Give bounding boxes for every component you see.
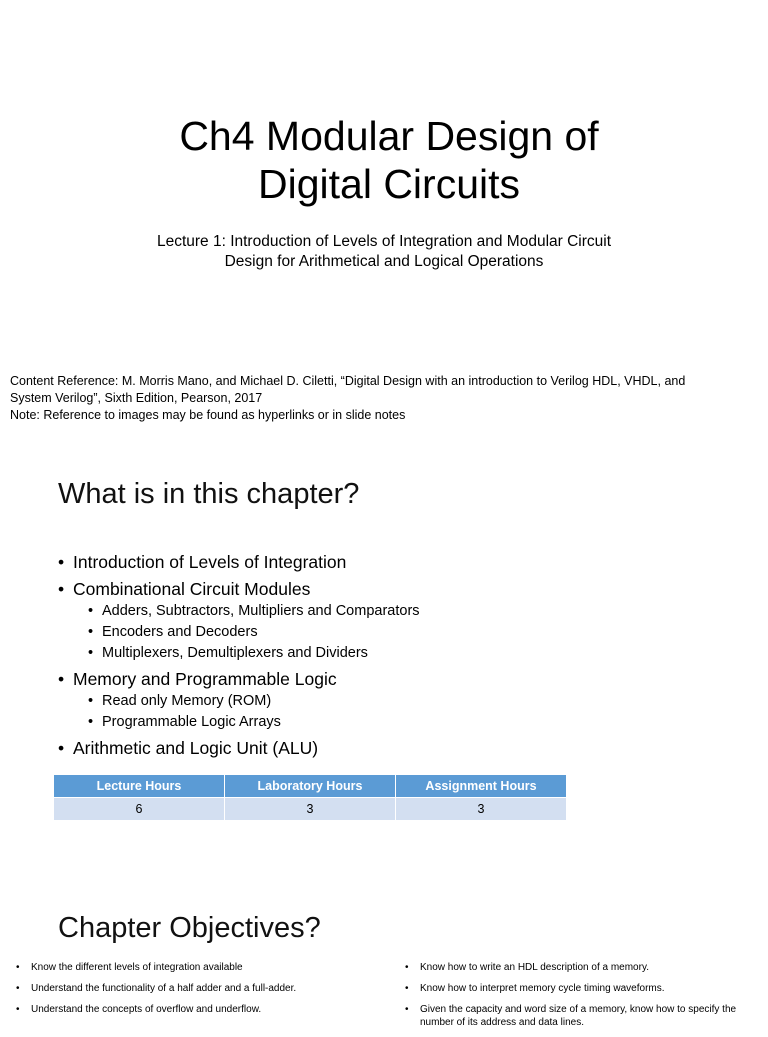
sub-list-item: • Read only Memory (ROM) xyxy=(58,691,420,712)
list-item: • Memory and Programmable Logic xyxy=(58,667,420,691)
slide-title: What is in this chapter? xyxy=(58,478,360,510)
list-item: • Given the capacity and word size of a memory, know how to specify the number of its address and data lines. xyxy=(405,1003,755,1029)
table-header-cell: Laboratory Hours xyxy=(225,775,396,798)
table-header-cell: Assignment Hours xyxy=(396,775,567,798)
list-item: • Understand the concepts of overflow and underflow. xyxy=(16,1003,376,1016)
content-reference xyxy=(10,373,750,424)
subtitle-line-1: Lecture 1: Introduction of Levels of Integration and Modular Circuit xyxy=(156,233,612,250)
table-header-cell: Lecture Hours xyxy=(54,775,225,798)
chapter-contents-slide xyxy=(0,440,768,880)
slide-title: Chapter Objectives? xyxy=(58,912,321,944)
objectives-slide xyxy=(0,890,768,1028)
list-item: • Understand the functionality of a half adder and a full-adder. xyxy=(16,982,376,995)
list-item: • Arithmetic and Logic Unit (ALU) xyxy=(58,736,420,760)
list-item: • Know how to write an HDL description of a memory. xyxy=(405,961,755,974)
reference-note: Note: Reference to images may be found as hyperlinks or in slide notes xyxy=(10,408,406,422)
table-cell: 3 xyxy=(225,798,396,821)
sub-list-item: • Adders, Subtractors, Multipliers and Comparators xyxy=(58,601,420,622)
title-slide xyxy=(0,0,768,435)
sub-list-item: • Multiplexers, Demultiplexers and Dividers xyxy=(58,643,420,664)
slide-subtitle xyxy=(0,232,768,272)
sub-list-item: • Encoders and Decoders xyxy=(58,622,420,643)
objectives-right-list xyxy=(405,961,755,1037)
title-line-2: Digital Circuits xyxy=(258,161,520,207)
subtitle-line-2: Design for Arithmetical and Logical Operations xyxy=(224,253,544,270)
reference-line-1: Content Reference: M. Morris Mano, and Michael D. Ciletti, “Digital Design with an introduction to Verilog HDL, VHDL, and xyxy=(10,374,686,388)
list-item: • Introduction of Levels of Integration xyxy=(58,550,420,574)
sub-list-item: • Programmable Logic Arrays xyxy=(58,712,420,733)
reference-line-2: System Verilog”, Sixth Edition, Pearson, 2017 xyxy=(10,391,263,405)
list-item: • Know the different levels of integration available xyxy=(16,961,376,974)
title-line-1: Ch4 Modular Design of xyxy=(179,113,599,159)
list-item: • Combinational Circuit Modules xyxy=(58,577,420,601)
list-item: • Know how to interpret memory cycle timing waveforms. xyxy=(405,982,755,995)
table-row xyxy=(54,798,567,821)
table-cell: 3 xyxy=(396,798,567,821)
table-cell: 6 xyxy=(54,798,225,821)
hours-table xyxy=(54,775,567,820)
slide-title xyxy=(0,112,768,208)
contents-list xyxy=(58,547,420,760)
objectives-left-list xyxy=(16,961,376,1024)
table-header-row xyxy=(54,775,567,798)
